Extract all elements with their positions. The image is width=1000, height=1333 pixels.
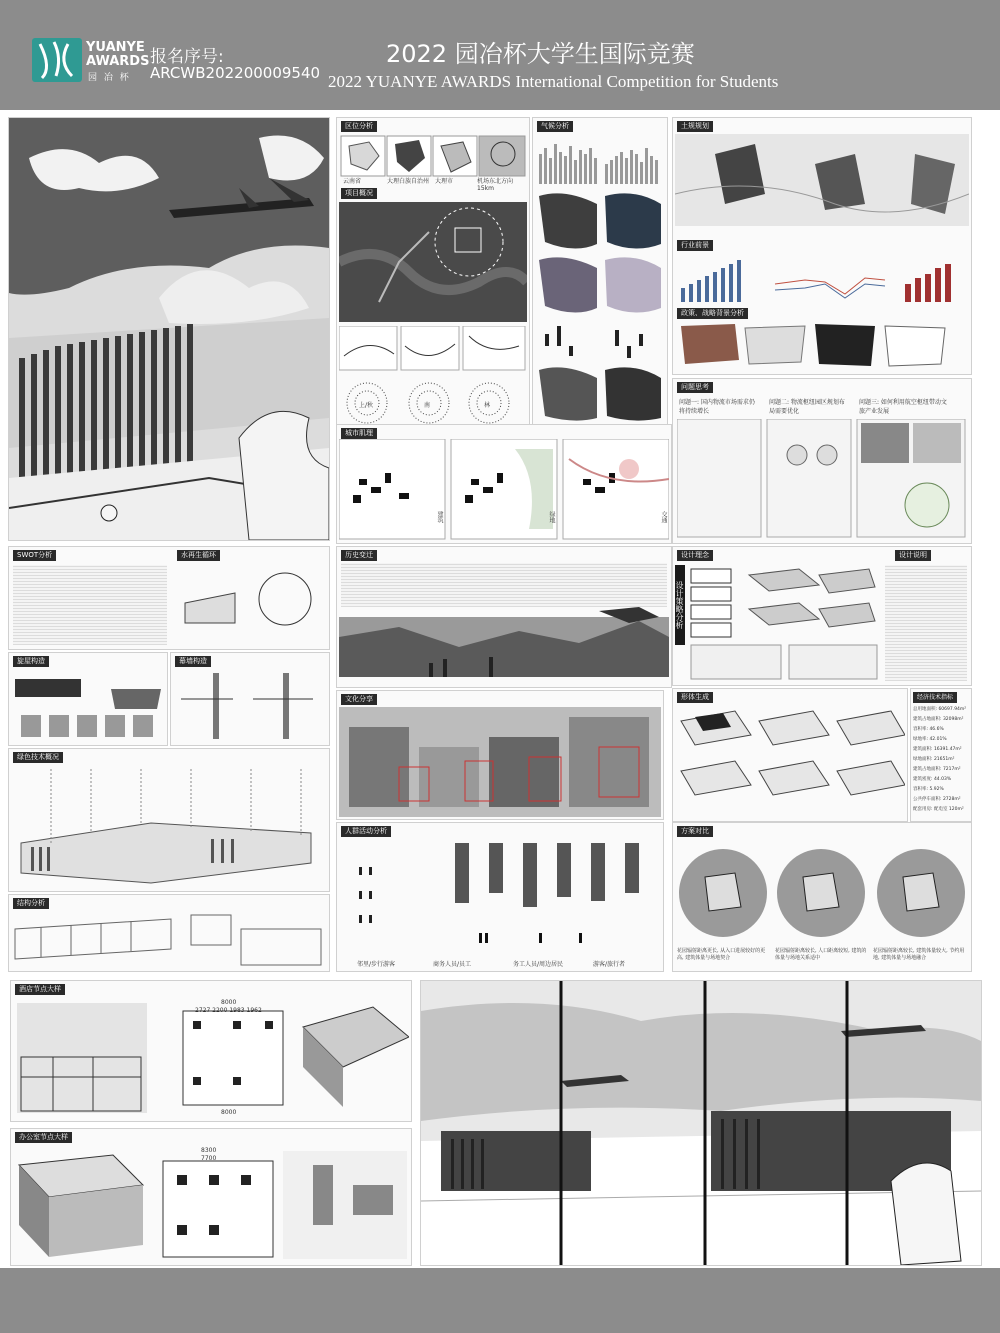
history-panel	[336, 546, 672, 688]
scheme-panel	[672, 822, 972, 972]
strategy-vertical: 设计策略分析	[675, 565, 685, 645]
concept-panel	[672, 546, 972, 686]
location-caption-2: 大理白族自治州	[387, 178, 430, 185]
problem-title: 问题思考	[677, 382, 713, 393]
urban-label-1: 建筑	[436, 511, 443, 523]
registration-label: 报名序号:	[150, 47, 224, 67]
policy-title: 政策、战略背景分析	[677, 308, 748, 319]
form-panel	[672, 688, 908, 822]
structure-panel	[8, 894, 330, 972]
title-en: 2022 YUANYE AWARDS International Competition for Students	[328, 72, 779, 91]
land-plan-title: 土规规划	[677, 121, 713, 132]
yuanye-logo-icon	[32, 38, 82, 82]
econ-row-1: 总用地面积: 60697.94m²	[913, 707, 967, 712]
people-title: 人群活动分析	[341, 826, 391, 837]
office-panel	[10, 1128, 412, 1266]
econ-row-7: 建筑占地面积: 7217m²	[913, 767, 961, 772]
swot-panel	[8, 546, 330, 650]
water-title: 水再生循环	[177, 550, 220, 561]
footer-band	[0, 1268, 1000, 1333]
design-desc-title: 设计说明	[895, 550, 931, 561]
circle-label-2: 南	[424, 402, 431, 409]
title-cn: 2022 园冶杯大学生国际竞赛	[386, 40, 695, 68]
econ-row-5: 建筑面积: 16391.47m²	[913, 747, 962, 752]
culture-panel	[336, 690, 664, 820]
hotel-dim-total: 8000	[221, 999, 237, 1006]
rotate-panel	[8, 652, 168, 746]
hotel-title: 酒店节点大样	[15, 984, 65, 995]
urban-panel	[336, 424, 672, 544]
scheme-title: 方案对比	[677, 826, 713, 837]
rotate-title: 旋屋构造	[13, 656, 49, 667]
history-title: 历史变迁	[341, 550, 377, 561]
econ-row-10: 公共停车面积: 2728m²	[913, 797, 961, 802]
office-dim-total: 8300	[201, 1147, 217, 1154]
problem-1: 问题一: 国内物流市场需求仍将持续增长	[679, 399, 755, 415]
people-label-1: 邻里/步行游客	[357, 961, 396, 968]
final-perspective	[420, 980, 982, 1266]
econ-row-3: 容积率: 46.6%	[913, 727, 944, 732]
concept-title: 设计理念	[677, 550, 713, 561]
circle-label-3: 林	[484, 402, 491, 409]
location-caption-4: 机场东北方向15km	[477, 178, 514, 192]
wall-title: 幕墙构造	[175, 656, 211, 667]
hotel-panel	[10, 980, 412, 1122]
problem-panel	[672, 378, 972, 544]
logo-line2: AWARDS	[86, 54, 150, 69]
problem-3: 问题三: 如何利用航空枢纽带动文旅产业发展	[859, 399, 947, 415]
registration-number: ARCWB202200009540	[150, 64, 321, 82]
green-tech-panel	[8, 748, 330, 892]
logo-line1: YUANYE	[86, 40, 145, 55]
econ-row-4: 绿地率: 42.01%	[913, 737, 947, 742]
urban-label-3: 交通	[660, 511, 667, 523]
green-tech-title: 绿色技术概况	[13, 752, 63, 763]
hotel-dim-row: 2727 2200 1983 1962	[195, 1007, 262, 1014]
culture-title: 文化分享	[341, 694, 377, 705]
scheme-caption-3: 花园辐射距离较长, 建筑体量较大, 节约用地, 建筑体量与场地融合	[873, 948, 965, 961]
structure-title: 结构分析	[13, 898, 49, 909]
econ-row-6: 绿地面积: 21651m²	[913, 757, 955, 762]
econ-title: 经济技术指标	[913, 692, 957, 703]
econ-row-11: 配套用房: 配电室 120m²	[913, 807, 964, 812]
people-label-3: 务工人员/周边居民	[513, 961, 564, 968]
office-title: 办公室节点大样	[15, 1132, 72, 1143]
project-title: 项目概况	[341, 188, 377, 199]
urban-title: 城市肌理	[341, 428, 377, 439]
location-caption-1: 云南省	[343, 178, 362, 185]
people-panel	[336, 822, 664, 972]
hero-perspective	[8, 117, 330, 541]
circle-label-1: 上/秋	[359, 402, 374, 409]
scheme-caption-1: 花园辐射距离更长, 从入口进展较好的更高, 建筑体量与场地契合	[677, 948, 766, 961]
swot-title: SWOT分析	[13, 550, 56, 561]
climate-panel	[532, 117, 668, 426]
form-title: 形体生成	[677, 692, 713, 703]
industry-title: 行业前景	[677, 240, 713, 251]
econ-panel	[910, 688, 972, 822]
location-caption-3: 大理市	[435, 178, 454, 185]
problem-2: 问题二: 物流枢纽园区规划布局需要优化	[769, 399, 845, 415]
scheme-caption-2: 花园辐射距离较长, 人口距离较短, 建筑的体量与场地关系适中	[775, 948, 867, 961]
hotel-dim-bottom: 8000	[221, 1109, 237, 1116]
header-banner	[0, 0, 1000, 110]
logo-cn: 园 冶 杯	[88, 73, 131, 83]
econ-row-9: 容积率: 5.92%	[913, 787, 944, 792]
people-label-2: 商务人员/员工	[433, 961, 472, 968]
location-title: 区位分析	[341, 121, 377, 132]
land-plan-panel	[672, 117, 972, 375]
urban-label-2: 绿地	[548, 511, 555, 523]
econ-row-8: 建筑密度: 44.03%	[913, 777, 952, 782]
econ-row-2: 建筑占地面积: 32098m²	[913, 717, 964, 722]
wall-panel	[170, 652, 330, 746]
climate-title: 气候分析	[537, 121, 573, 132]
office-dim-row: 7700	[201, 1155, 217, 1162]
people-label-4: 游客/旅行者	[593, 961, 626, 968]
